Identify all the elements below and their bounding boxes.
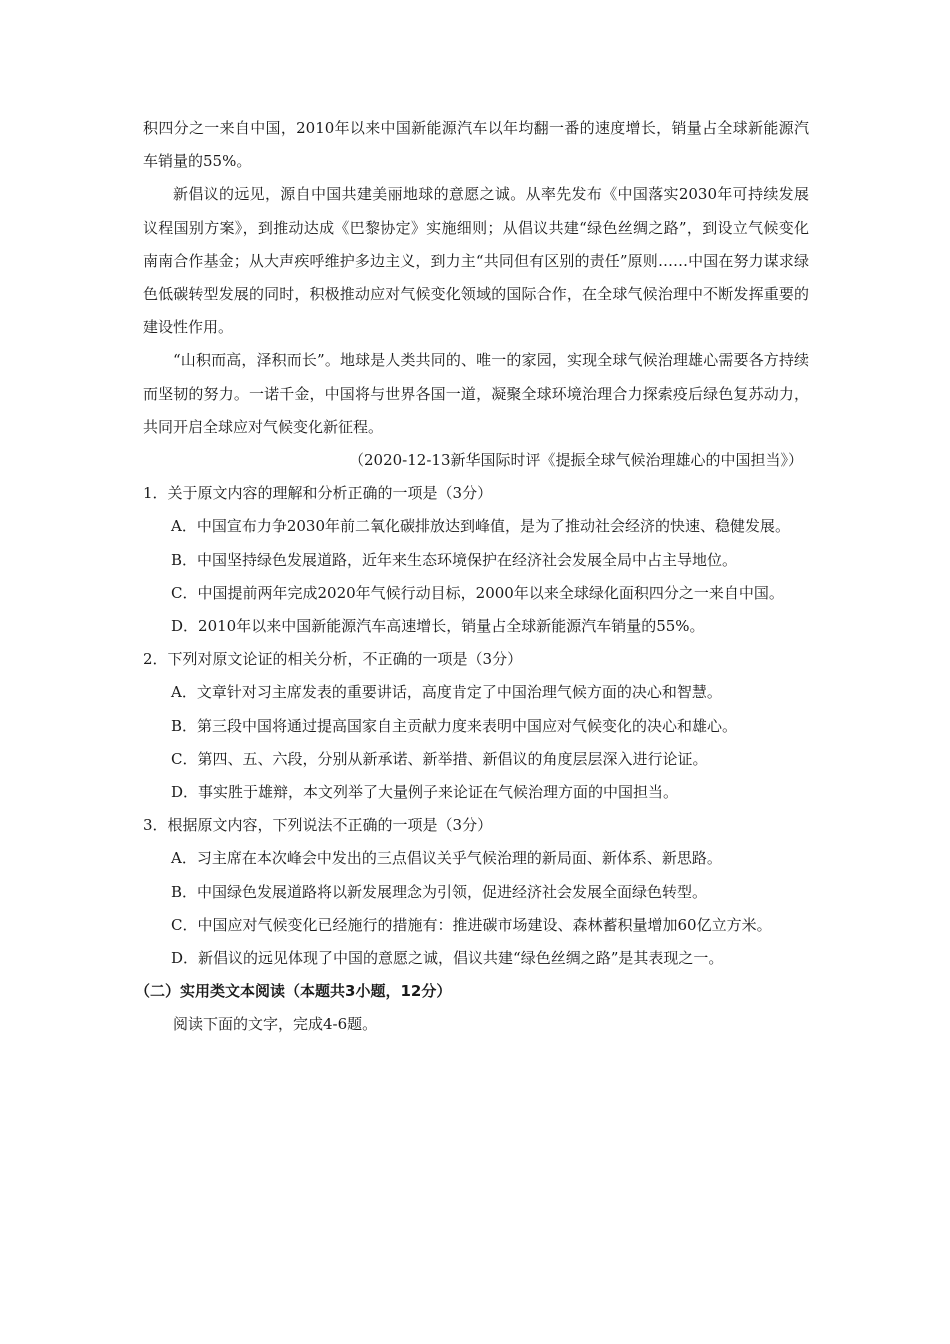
option-c: C．第四、五、六段，分别从新承诺、新举措、新倡议的角度层层深入进行论证。 xyxy=(171,749,708,768)
passage-paragraph: 新倡议的远见，源自中国共建美丽地球的意愿之诚。从率先发布《中国落实2030年可持续发展议程国别方案》，到推动达成《巴黎协定》实施细则；从倡议共建“绿色丝绸之路”，到设立气候变化南南合作基金；从大声疾呼维护多边主义，到力主“共同但有区别的责任”原则……中国在努力谋求绿色低碳转型发展的同时，积极推动应对气候变化领域的国际合作，在全球气候治理中不断发挥重要的建设性作用。 xyxy=(143,185,809,337)
question-2 xyxy=(143,643,809,809)
question-stem: 2．下列对原文论证的相关分析，不正确的一项是（3分） xyxy=(143,650,523,669)
page-content xyxy=(135,112,809,1042)
question-stem: 1．关于原文内容的理解和分析正确的一项是（3分） xyxy=(143,484,493,503)
option-b: B．中国绿色发展道路将以新发展理念为引领，促进经济社会发展全面绿色转型。 xyxy=(171,882,708,901)
passage-paragraph: “山积而高，泽积而长”。地球是人类共同的、唯一的家园，实现全球气候治理雄心需要各方持续而坚韧的努力。一诺千金，中国将与世界各国一道，凝聚全球环境治理合力探索疫后绿色复苏动力，共同开启全球应对气候变化新征程。 xyxy=(143,351,809,436)
option-d: D．新倡议的远见体现了中国的意愿之诚，倡议共建“绿色丝绸之路”是其表现之一。 xyxy=(171,949,724,968)
option-a: A．习主席在本次峰会中发出的三点倡议关乎气候治理的新局面、新体系、新思路。 xyxy=(171,849,722,868)
option-a: A．文章针对习主席发表的重要讲话，高度肯定了中国治理气候方面的决心和智慧。 xyxy=(171,683,722,702)
option-b: B．第三段中国将通过提高国家自主贡献力度来表明中国应对气候变化的决心和雄心。 xyxy=(171,716,738,735)
option-d: D．事实胜于雄辩，本文列举了大量例子来论证在气候治理方面的中国担当。 xyxy=(171,783,679,802)
passage-source: （2020-12-13新华国际时评《提振全球气候治理雄心的中国担当》） xyxy=(349,451,803,470)
section-heading: （二）实用类文本阅读（本题共3小题，12分） xyxy=(135,982,452,1001)
question-3 xyxy=(143,809,809,975)
option-b: B．中国坚持绿色发展道路，近年来生态环境保护在经济社会发展全局中占主导地位。 xyxy=(171,550,738,569)
passage-paragraph: 积四分之一来自中国，2010年以来中国新能源汽车以年均翻一番的速度增长，销量占全球新能源汽车销量的55%。 xyxy=(143,119,809,171)
section-instruction: 阅读下面的文字，完成4-6题。 xyxy=(173,1015,378,1034)
option-d: D．2010年以来中国新能源汽车高速增长，销量占全球新能源汽车销量的55%。 xyxy=(171,617,705,636)
option-c: C．中国提前两年完成2020年气候行动目标，2000年以来全球绿化面积四分之一来自中国。 xyxy=(171,583,784,602)
question-1 xyxy=(143,477,809,643)
option-c: C．中国应对气候变化已经施行的措施有：推进碳市场建设、森林蓄积量增加60亿立方米。 xyxy=(171,915,772,934)
question-stem: 3．根据原文内容，下列说法不正确的一项是（3分） xyxy=(143,816,493,835)
option-a: A．中国宣布力争2030年前二氧化碳排放达到峰值，是为了推动社会经济的快速、稳健发展。 xyxy=(171,517,791,536)
